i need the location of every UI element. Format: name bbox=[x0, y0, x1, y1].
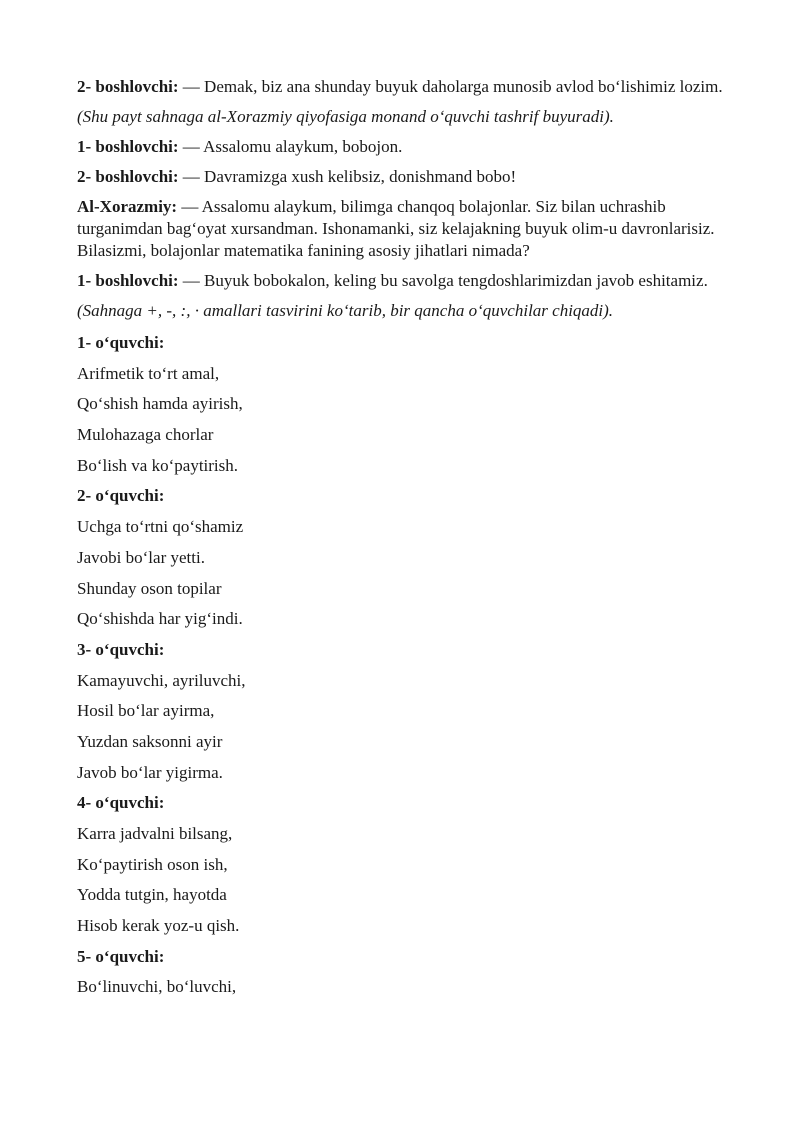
speech-paragraph bbox=[77, 76, 745, 98]
document-page bbox=[77, 76, 745, 1007]
verse-heading: 4- o‘quvchi: bbox=[77, 793, 165, 813]
verse-line: Javob bo‘lar yigirma. bbox=[77, 762, 223, 782]
verse-line: Shunday oson topilar bbox=[77, 578, 222, 598]
verse-line: Uchga to‘rtni qo‘shamiz bbox=[77, 517, 244, 537]
verse-line: Hosil bo‘lar ayirma, bbox=[77, 701, 215, 721]
verse-line: Arifmetik to‘rt amal, bbox=[77, 363, 220, 383]
verse-line: Karra jadvalni bilsang, bbox=[77, 824, 233, 843]
speech-paragraph bbox=[77, 270, 745, 292]
speaker-label: 1- boshlovchi: bbox=[77, 271, 179, 290]
speech-paragraph bbox=[77, 136, 745, 158]
stage-direction: (Sahnaga +, -, :, · amallari tasvirini ko‘tarib, bir qancha o‘quvchilar chiqadi). bbox=[77, 301, 614, 320]
verse-line: Bo‘lish va ko‘paytirish. bbox=[77, 455, 239, 475]
speaker-label: 2- boshlovchi: bbox=[77, 167, 179, 186]
verse-line: Yodda tutgin, hayotda bbox=[77, 885, 227, 905]
speech-text: — Assalomu alaykum, bobojon. bbox=[178, 137, 403, 156]
verse-heading: 1- o‘quvchi: bbox=[77, 333, 165, 352]
verse-line: Ko‘paytirish oson ish, bbox=[77, 854, 228, 874]
speaker-label: Al-Xorazmiy: bbox=[77, 197, 178, 216]
verse-line: Qo‘shish hamda ayirish, bbox=[77, 394, 243, 414]
verse-line: Mulohazaga chorlar bbox=[77, 425, 214, 445]
speech-text: — Demak, biz ana shunday buyuk daholarga munosib avlod bo‘lishimiz lozim. bbox=[178, 77, 723, 96]
speech-text: — Assalomu alaykum, bilimga chanqoq bolajonlar. Siz bilan uchrashib turganimdan bag‘oyat xursandman. Ishonamanki, siz kelajakning buyuk olim-u davronlarisiz. Bilasizmi, bolajonlar matematika fanining asosiy jihatlari nimada? bbox=[77, 197, 715, 260]
verse-line: Javobi bo‘lar yetti. bbox=[77, 547, 205, 567]
verse-heading: 3- o‘quvchi: bbox=[77, 639, 165, 659]
speech-text: — Buyuk bobokalon, keling bu savolga tengdoshlarimizdan javob eshitamiz. bbox=[178, 271, 708, 290]
speech-text: — Davramizga xush kelibsiz, donishmand bobo! bbox=[178, 167, 517, 186]
speaker-label: 2- boshlovchi: bbox=[77, 77, 179, 96]
verse-line: Hisob kerak yoz-u qish. bbox=[77, 916, 240, 936]
verse-line: Qo‘shishda har yig‘indi. bbox=[77, 609, 243, 629]
verse-heading: 2- o‘quvchi: bbox=[77, 486, 165, 506]
verse-line: Yuzdan saksonni ayir bbox=[77, 731, 223, 751]
verse-line: Bo‘linuvchi, bo‘luvchi, bbox=[77, 977, 237, 997]
speech-paragraph bbox=[77, 166, 745, 188]
verse-heading: 5- o‘quvchi: bbox=[77, 946, 165, 966]
stage-direction: (Shu payt sahnaga al-Xorazmiy qiyofasiga monand o‘quvchi tashrif buyuradi). bbox=[77, 107, 614, 126]
speaker-label: 1- boshlovchi: bbox=[77, 137, 179, 156]
speech-paragraph bbox=[77, 196, 745, 262]
verse-line: Kamayuvchi, ayriluvchi, bbox=[77, 670, 246, 690]
